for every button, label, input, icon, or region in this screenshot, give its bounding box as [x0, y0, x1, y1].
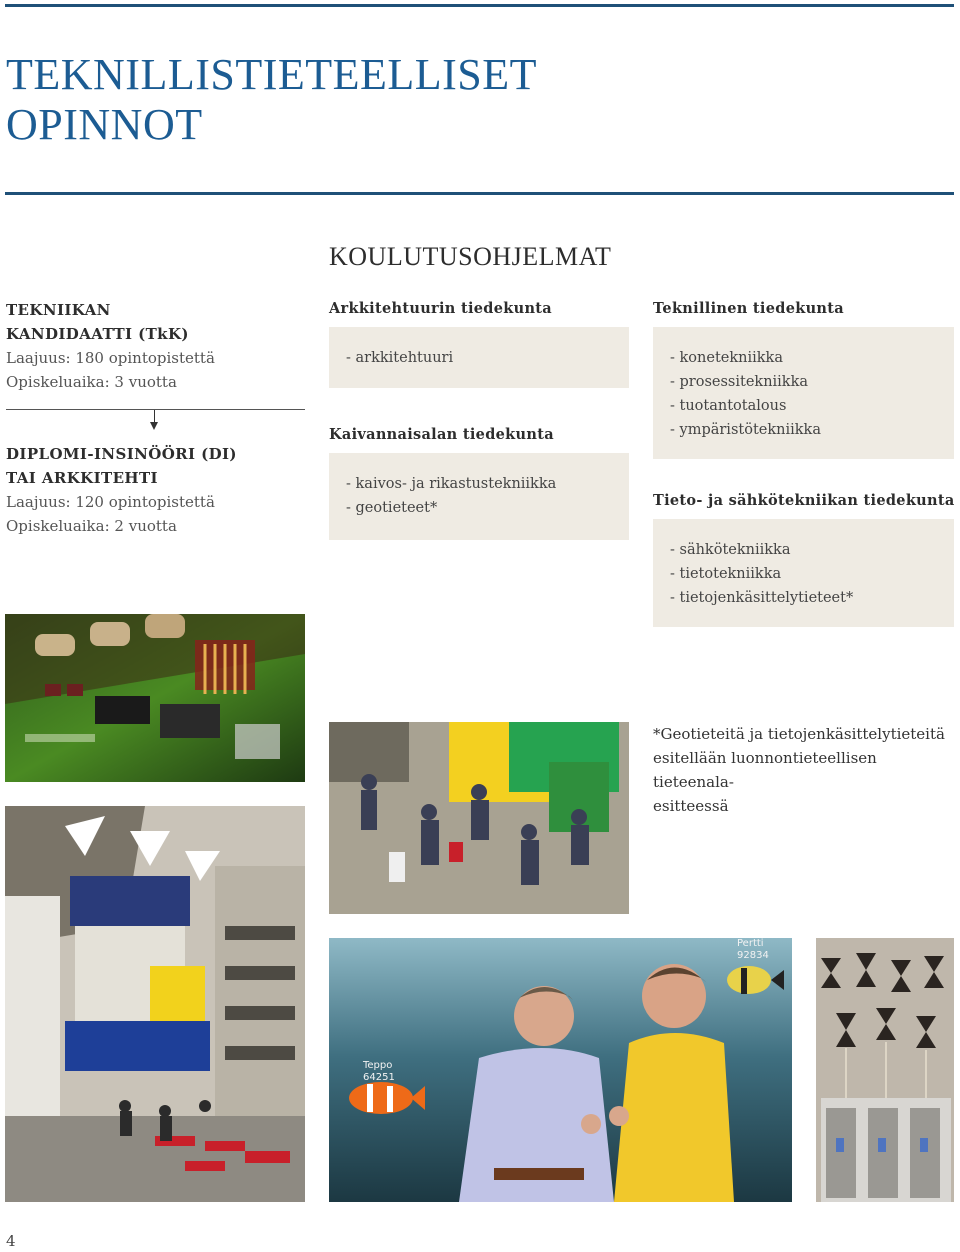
footnote [653, 722, 953, 818]
fish-label-teppo-number: 64251 [363, 1072, 395, 1083]
students-lobby-photo [329, 722, 629, 914]
footnote-line3: esitteessä [653, 797, 729, 815]
faculty-architecture-heading: Arkkitehtuurin tiedekunta [329, 300, 552, 317]
footnote-line1: *Geotieteitä ja tietojenkäsittelytieteitä [653, 725, 945, 743]
bachelor-title-line2: KANDIDAATTI (TkK) [6, 325, 189, 343]
faculty-technology-heading: Teknillinen tiedekunta [653, 300, 844, 317]
faculty-ict-box [653, 519, 954, 627]
page-title-line1: TEKNILLISTIETEELLISET [6, 50, 538, 99]
program-item: - tietojenkäsittelytieteet* [670, 590, 854, 606]
master-scope: Laajuus: 120 opintopistettä [6, 493, 215, 511]
fish-label-teppo-name: Teppo [363, 1060, 393, 1071]
fish-label-pertti-name: Pertti [737, 938, 764, 949]
underwater-men-photo [329, 938, 792, 1202]
master-title-line1: DIPLOMI-INSINÖÖRI (DI) [6, 445, 237, 463]
fish-label-teppo [363, 1060, 395, 1084]
program-item: - prosessitekniikka [670, 374, 809, 390]
program-item: - kaivos- ja rikastustekniikka [346, 476, 557, 492]
section-title: KOULUTUSOHJELMAT [329, 242, 612, 271]
top-rule [5, 4, 954, 7]
faculty-mining-heading: Kaivannaisalan tiedekunta [329, 426, 554, 443]
faculty-architecture-box [329, 327, 629, 388]
footnote-line2: esitellään luonnontieteellisen tieteenala- [653, 749, 877, 791]
bachelor-degree [6, 298, 306, 394]
program-item: - konetekniikka [670, 350, 783, 366]
page-title [6, 50, 537, 150]
program-item: - sähkötekniikka [670, 542, 791, 558]
bachelor-duration: Opiskeluaika: 3 vuotta [6, 373, 177, 391]
master-title-line2: TAI ARKKITEHTI [6, 469, 158, 487]
degree-divider [6, 409, 305, 410]
master-duration: Opiskeluaika: 2 vuotta [6, 517, 177, 535]
antenna-components-photo [816, 938, 954, 1202]
page-title-line2: OPINNOT [6, 100, 203, 149]
atrium-photo [5, 806, 305, 1202]
faculty-technology-box [653, 327, 954, 459]
bachelor-scope: Laajuus: 180 opintopistettä [6, 349, 215, 367]
program-item: - ympäristötekniikka [670, 422, 821, 438]
fish-label-pertti-number: 92834 [737, 950, 769, 961]
arrow-head-icon [150, 422, 158, 430]
program-item: - tuotantotalous [670, 398, 787, 414]
program-item: - geotieteet* [346, 500, 438, 516]
faculty-ict-heading: Tieto- ja sähkötekniikan tiedekunta [653, 492, 955, 509]
circuit-board-photo [5, 614, 305, 782]
master-degree [6, 442, 306, 538]
bachelor-title-line1: TEKNIIKAN [6, 301, 111, 319]
page-number: 4 [6, 1232, 16, 1250]
faculty-mining-box [329, 453, 629, 540]
program-item: - tietotekniikka [670, 566, 782, 582]
program-item: - arkkitehtuuri [346, 350, 454, 366]
fish-label-pertti [737, 938, 769, 962]
title-rule [5, 192, 954, 195]
